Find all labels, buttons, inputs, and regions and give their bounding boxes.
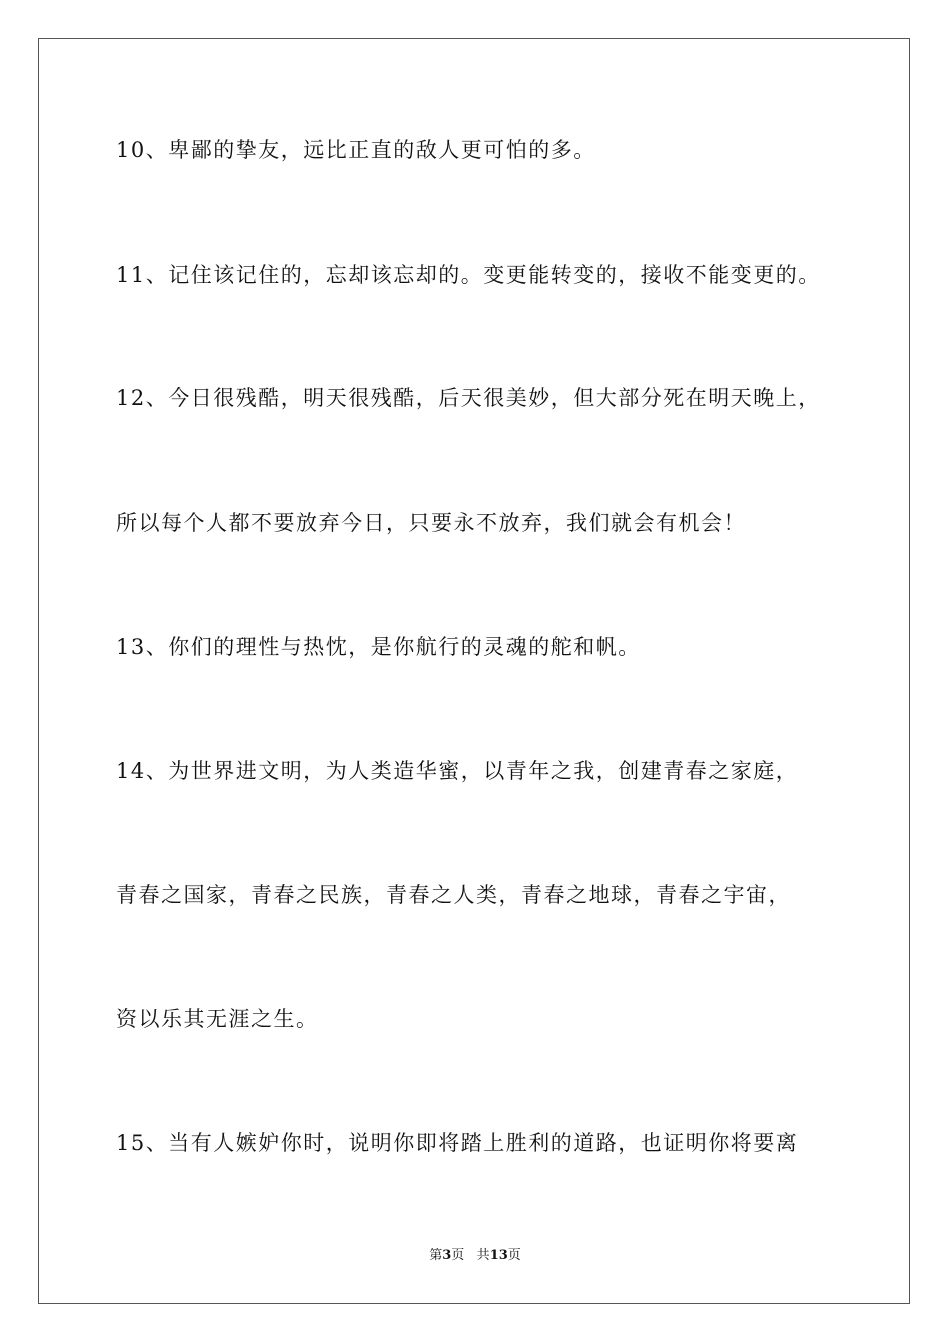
text-line: 11、记住该记住的，忘却该忘却的。变更能转变的，接收不能变更的。: [116, 263, 821, 287]
text-line: 12、今日很残酷，明天很残酷，后天很美妙，但大部分死在明天晚上，: [116, 386, 821, 410]
page-suffix: 页: [451, 1248, 465, 1263]
text-line: 13、你们的理性与热忱，是你航行的灵魂的舵和帆。: [116, 635, 641, 659]
total-suffix: 页: [507, 1248, 521, 1263]
text-line: 青春之国家，青春之民族，青春之人类，青春之地球，青春之宇宙，: [116, 883, 791, 907]
text-line: 所以每个人都不要放弃今日，只要永不放弃，我们就会有机会！: [116, 511, 746, 535]
text-line: 资以乐其无涯之生。: [116, 1007, 319, 1031]
text-line: 15、当有人嫉妒你时，说明你即将踏上胜利的道路，也证明你将要离: [116, 1131, 799, 1155]
total-prefix: 共: [476, 1248, 490, 1263]
text-line: 14、为世界进文明，为人类造华蜜，以青年之我，创建青春之家庭，: [116, 759, 799, 783]
page-prefix: 第: [429, 1248, 443, 1263]
total-page-count: 13: [489, 1248, 508, 1263]
current-page-number: 3: [442, 1248, 452, 1263]
text-line: 10、卑鄙的挚友，远比正直的敌人更可怕的多。: [116, 138, 596, 162]
page-border: [38, 38, 910, 1304]
page-number-footer: [0, 1247, 950, 1265]
